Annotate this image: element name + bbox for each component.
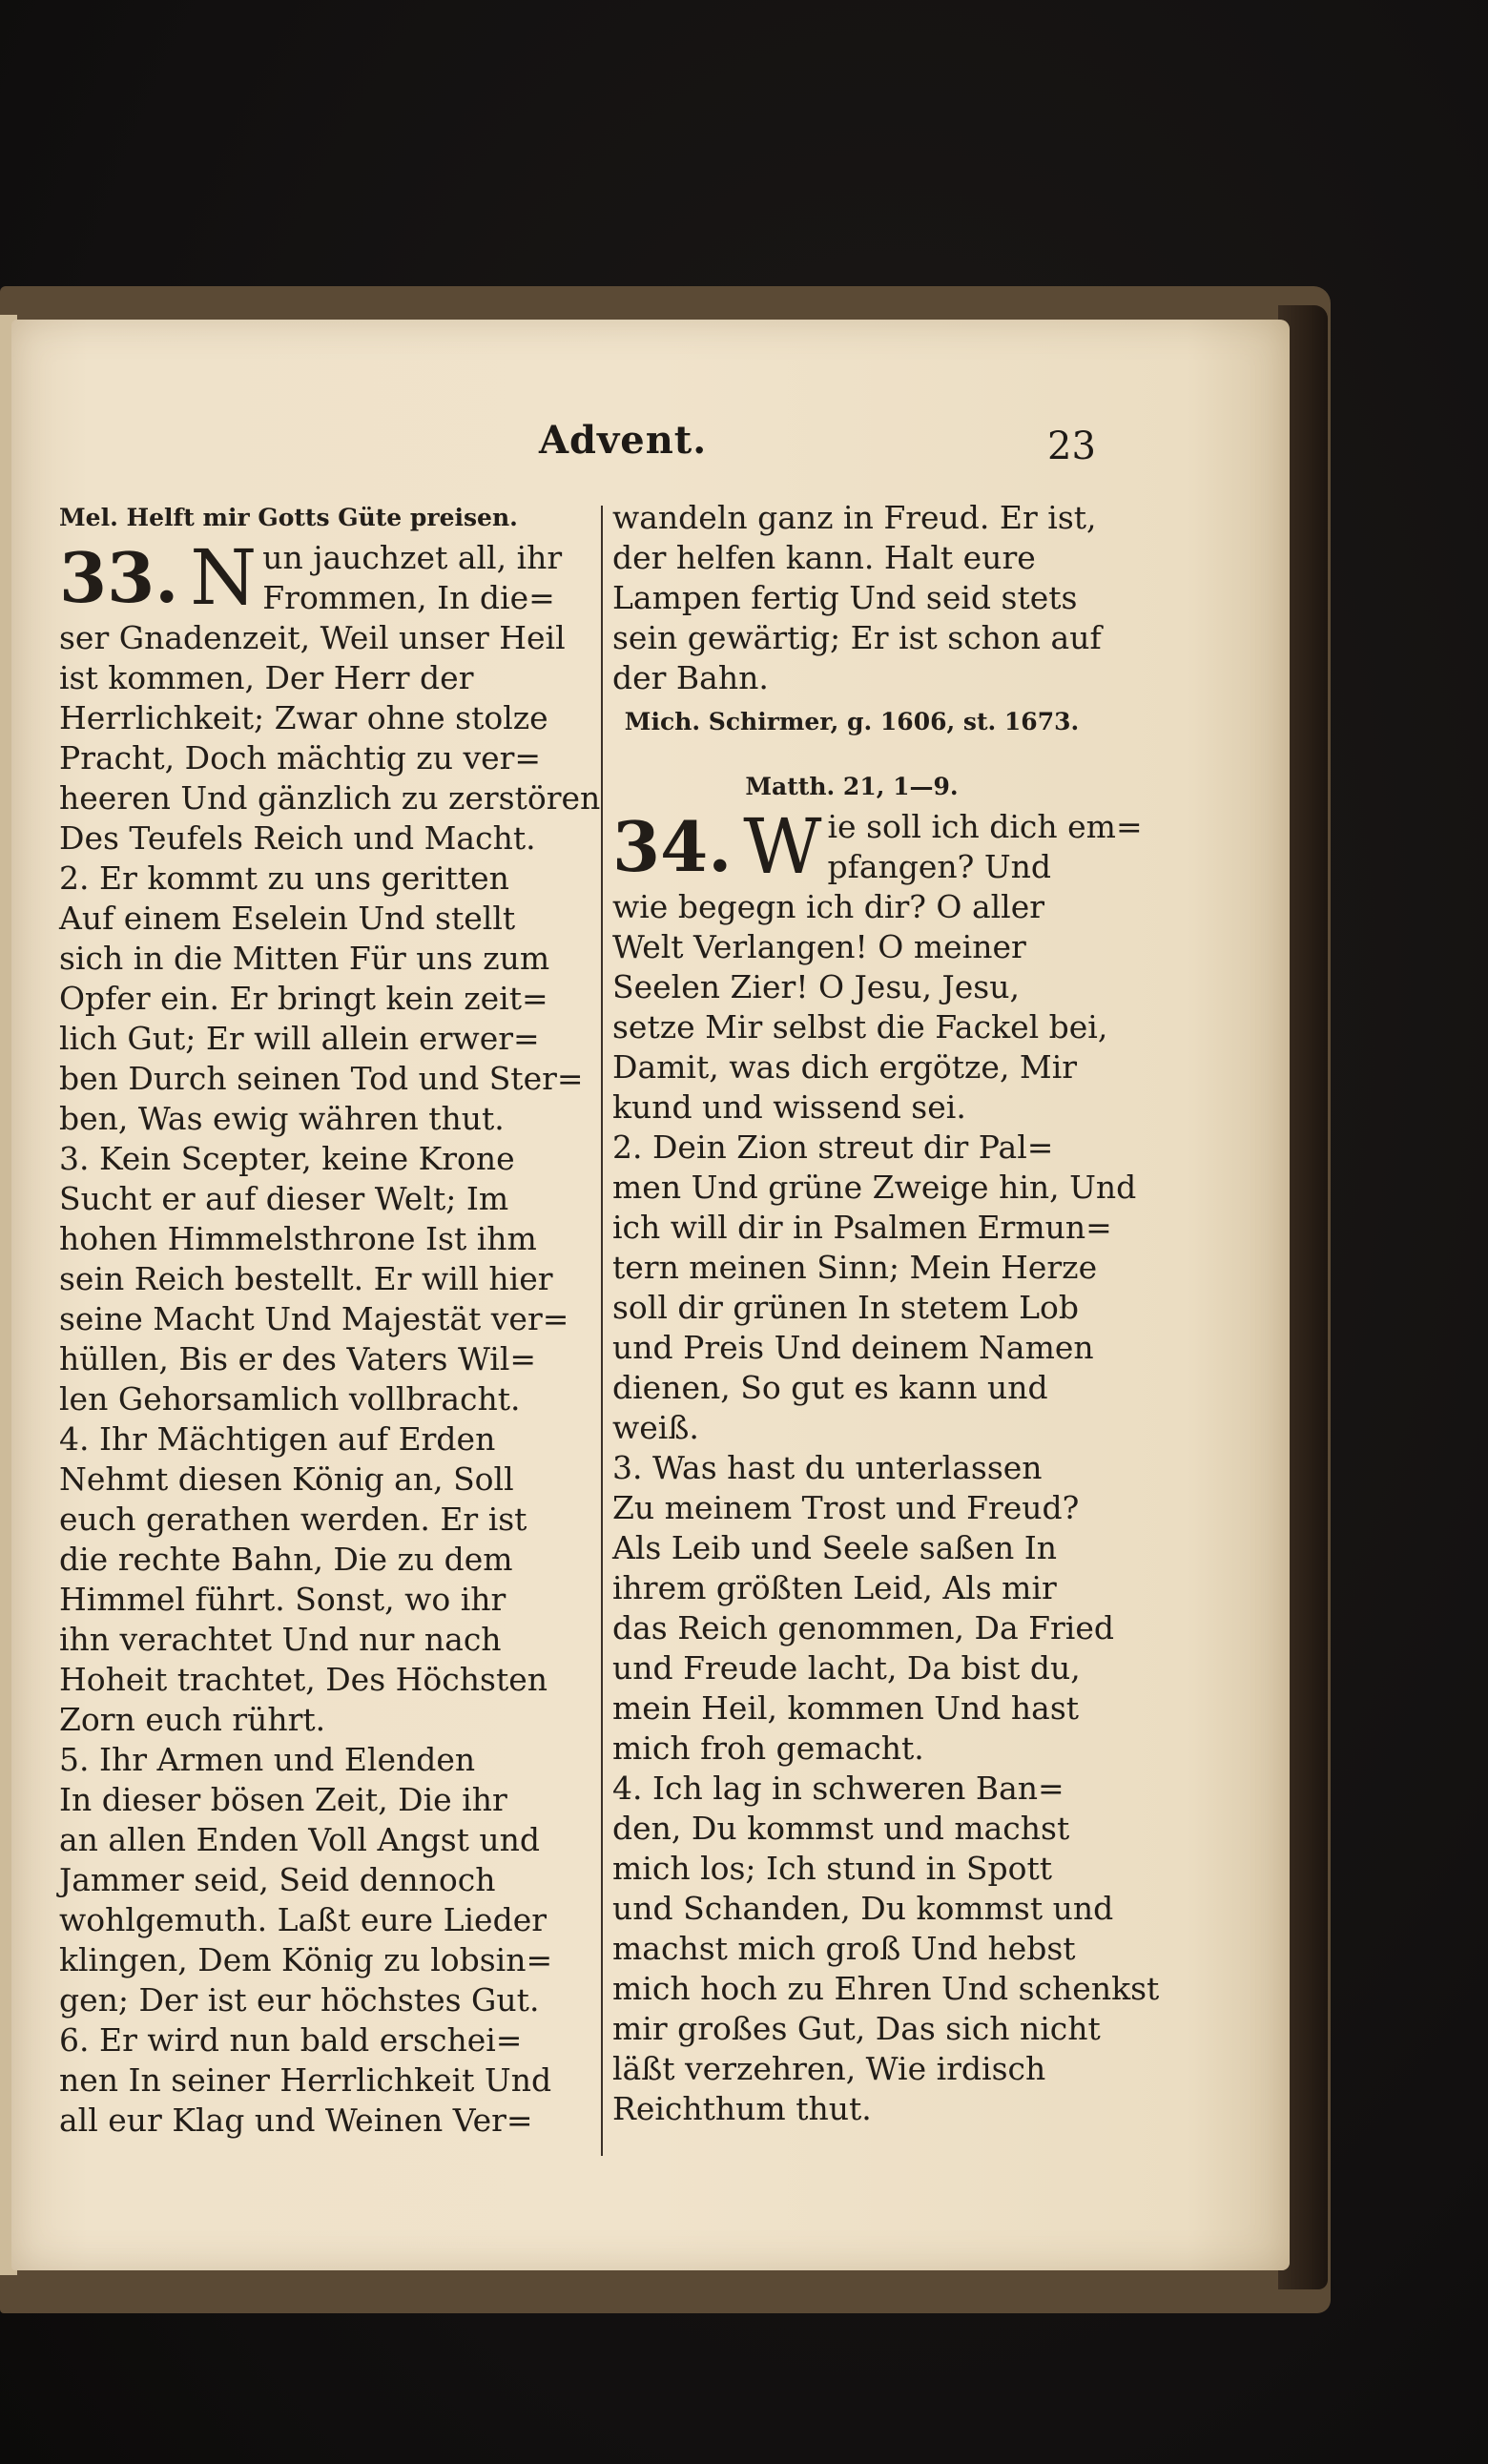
verse-line: wandeln ganz in Freud. Er ist,	[612, 499, 1097, 536]
verse-line: klingen, Dem König zu lobsin=	[59, 1941, 553, 1978]
verse-line: den, Du kommst und machst	[612, 1810, 1070, 1847]
verse-line: un jauchzet all, ihr	[262, 539, 563, 576]
verse-line: wie begegn ich dir? O aller	[612, 888, 1045, 925]
verse-line: Lampen fertig Und seid stets	[612, 579, 1078, 616]
verse-line: hüllen, Bis er des Vaters Wil=	[59, 1340, 537, 1377]
hymn-first-lines	[828, 807, 1143, 887]
verse-line: len Gehorsamlich vollbracht.	[59, 1380, 521, 1418]
hymn-34-heading	[612, 802, 1143, 891]
verse-line: all eur Klag und Weinen Ver=	[59, 2102, 533, 2139]
verse-line: Hoheit trachtet, Des Höchsten	[59, 1661, 548, 1698]
hymn-33-body	[59, 618, 601, 2141]
verse-line: und Preis Und deinem Namen	[612, 1329, 1094, 1366]
hymn-number: 34.	[612, 806, 733, 887]
running-header: Advent.	[539, 418, 708, 463]
verse-line: Zu meinem Trost und Freud?	[612, 1489, 1080, 1526]
verse-line: das Reich genommen, Da Fried	[612, 1609, 1115, 1646]
verse-line: machst mich groß Und hebst	[612, 1930, 1076, 1967]
verse-line: ist kommen, Der Herr der	[59, 659, 474, 696]
verse-line: läßt verzehren, Wie irdisch	[612, 2050, 1046, 2087]
verse-line: an allen Enden Voll Angst und	[59, 1821, 541, 1858]
right-column	[612, 498, 1160, 2129]
verse-line: Als Leib und Seele saßen In	[612, 1529, 1057, 1566]
verse-line: Pracht, Doch mächtig zu ver=	[59, 739, 542, 776]
verse-line: ie soll ich dich em=	[827, 808, 1143, 845]
hymn-34-body	[612, 887, 1160, 2129]
verse-line: 5. Ihr Armen und Elenden	[59, 1741, 476, 1778]
melody-line: Mel. Helft mir Gotts Güte preisen.	[59, 504, 518, 531]
verse-line: Zorn euch rührt.	[59, 1701, 326, 1738]
verse-line: men Und grüne Zweige hin, Und	[612, 1169, 1137, 1206]
verse-line: lich Gut; Er will allein erwer=	[59, 1020, 540, 1057]
verse-line: ihn verachtet Und nur nach	[59, 1621, 502, 1658]
verse-line: und Freude lacht, Da bist du,	[612, 1649, 1081, 1687]
drop-cap-initial: N	[190, 533, 258, 622]
verse-line: hohen Himmelsthrone Ist ihm	[59, 1220, 537, 1257]
verse-line: 3. Was hast du unterlassen	[612, 1449, 1043, 1486]
verse-line: dienen, So gut es kann und	[612, 1369, 1048, 1406]
verse-line: wohlgemuth. Laßt eure Lieder	[59, 1901, 548, 1938]
verse-line: Sucht er auf dieser Welt; Im	[59, 1180, 509, 1217]
verse-line: soll dir grünen In stetem Lob	[612, 1289, 1080, 1326]
verse-line: 6. Er wird nun bald erschei=	[59, 2021, 523, 2059]
verse-line: gen; Der ist eur höchstes Gut.	[59, 1981, 540, 2019]
column-rule	[601, 506, 603, 2156]
verse-line: 3. Kein Scepter, keine Krone	[59, 1140, 515, 1177]
verse-line: Seelen Zier! O Jesu, Jesu,	[612, 968, 1020, 1005]
verse-line: und Schanden, Du kommst und	[612, 1890, 1114, 1927]
verse-line: mir großes Gut, Das sich nicht	[612, 2010, 1101, 2047]
verse-line: der helfen kann. Halt eure	[612, 539, 1036, 576]
page-number: 23	[1047, 424, 1096, 468]
verse-line: Himmel führt. Sonst, wo ihr	[59, 1581, 506, 1618]
verse-line: weiß.	[612, 1409, 699, 1446]
verse-line: Herrlichkeit; Zwar ohne stolze	[59, 699, 548, 736]
verse-line: mich hoch zu Ehren Und schenkst	[612, 1970, 1160, 2007]
verse-line: Jammer seid, Seid dennoch	[59, 1861, 496, 1898]
verse-line: ben, Was ewig währen thut.	[59, 1100, 505, 1137]
verse-line: 2. Dein Zion streut dir Pal=	[612, 1128, 1054, 1166]
verse-line: ser Gnadenzeit, Weil unser Heil	[59, 619, 566, 656]
verse-line: 2. Er kommt zu uns geritten	[59, 859, 509, 897]
verse-line: pfangen? Und	[827, 848, 1052, 885]
author-attribution: Mich. Schirmer, g. 1606, st. 1673.	[624, 708, 1080, 735]
verse-line: euch gerathen werden. Er ist	[59, 1501, 527, 1538]
verse-line: seine Macht Und Majestät ver=	[59, 1300, 569, 1337]
verse-line: setze Mir selbst die Fackel bei,	[612, 1008, 1108, 1046]
hymn-33-continuation	[612, 498, 1102, 698]
verse-line: Reichthum thut.	[612, 2090, 872, 2127]
verse-line: ben Durch seinen Tod und Ster=	[59, 1060, 584, 1097]
verse-line: 4. Ich lag in schweren Ban=	[612, 1770, 1064, 1807]
scripture-reference: Matth. 21, 1—9.	[745, 773, 959, 800]
verse-line: mich los; Ich stund in Spott	[612, 1850, 1053, 1887]
hymn-number: 33.	[59, 537, 179, 618]
verse-line: Des Teufels Reich und Macht.	[59, 819, 536, 857]
verse-line: Welt Verlangen! O meiner	[612, 928, 1026, 965]
verse-line: Nehmt diesen König an, Soll	[59, 1460, 514, 1498]
verse-line: mich froh gemacht.	[612, 1729, 924, 1767]
verse-line: die rechte Bahn, Die zu dem	[59, 1541, 513, 1578]
verse-line: ihrem größten Leid, Als mir	[612, 1569, 1057, 1606]
verse-line: sein gewärtig; Er ist schon auf	[612, 619, 1102, 656]
left-column	[59, 498, 601, 2141]
verse-line: Damit, was dich ergötze, Mir	[612, 1048, 1078, 1086]
verse-line: nen In seiner Herrlichkeit Und	[59, 2061, 552, 2099]
verse-line: Auf einem Eselein Und stellt	[59, 900, 516, 937]
verse-line: In dieser bösen Zeit, Die ihr	[59, 1781, 507, 1818]
verse-line: Frommen, In die=	[262, 579, 555, 616]
verse-line: Opfer ein. Er bringt kein zeit=	[59, 980, 548, 1017]
verse-line: der Bahn.	[612, 659, 769, 696]
verse-line: kund und wissend sei.	[612, 1088, 966, 1126]
verse-line: mein Heil, kommen Und hast	[612, 1689, 1080, 1727]
verse-line: heeren Und gänzlich zu zerstören	[59, 779, 601, 817]
verse-line: sich in die Mitten Für uns zum	[59, 940, 550, 977]
verse-line: ich will dir in Psalmen Ermun=	[612, 1209, 1112, 1246]
hymn-first-lines	[262, 538, 589, 618]
drop-cap-initial: W	[743, 802, 822, 891]
verse-line: tern meinen Sinn; Mein Herze	[612, 1249, 1098, 1286]
hymn-33-heading	[59, 533, 589, 622]
verse-line: 4. Ihr Mächtigen auf Erden	[59, 1420, 496, 1458]
verse-line: sein Reich bestellt. Er will hier	[59, 1260, 553, 1297]
